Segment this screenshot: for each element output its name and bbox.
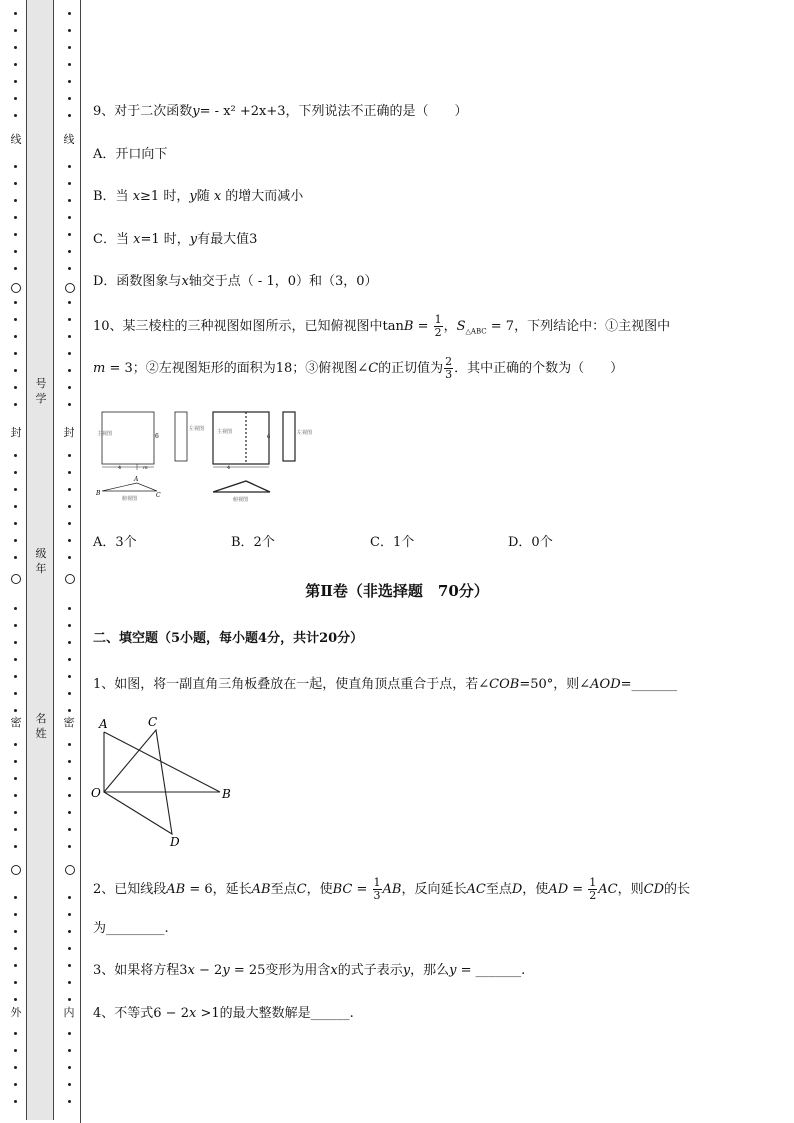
fill4-t1: 4、不等式6 − 2 <box>93 1006 189 1021</box>
margin-dot <box>14 29 17 32</box>
q9-b-y: y <box>189 189 197 204</box>
margin-label-xian-inner: 线 <box>63 133 75 146</box>
fill2-ad: AD <box>548 882 569 897</box>
margin-dot <box>14 828 17 831</box>
margin-dot <box>68 63 71 66</box>
fill2-t4: ，使 <box>306 882 333 897</box>
q10-r-top-view-triangle <box>213 481 270 492</box>
fill2-point-d: D <box>511 882 523 897</box>
margin-dot <box>14 624 17 627</box>
margin-dot <box>68 777 71 780</box>
fill3-x: x <box>187 963 195 978</box>
margin-dot <box>68 12 71 15</box>
q9-b-text1: B．当 <box>93 189 133 204</box>
fill3-t1: 3、如果将方程3 <box>93 963 188 978</box>
margin-dot <box>68 403 71 406</box>
margin-dot <box>68 114 71 117</box>
q10-option-a: A．3个 <box>93 535 137 550</box>
fill1-stem <box>93 673 677 692</box>
margin-dot <box>68 488 71 491</box>
margin-dot <box>68 369 71 372</box>
fill3-x2: x <box>330 963 338 978</box>
margin-dot <box>68 182 71 185</box>
margin-dot <box>68 641 71 644</box>
q10-front-view-label: 主视图 <box>97 431 113 437</box>
fill2-cd: CD <box>643 882 665 897</box>
q10-stem-line1: 10、某三棱柱的三种视图如图所示，已知俯视图中tanB = $\frac{1}{2}$ ，$S_{\triangle ABC} = 7$，下列结论中：①主视图中 <box>93 313 671 339</box>
margin-dot <box>68 981 71 984</box>
margin-label-wai-outer: 外 <box>10 1006 22 1019</box>
q10-var-b: B <box>403 319 414 334</box>
fill2-t8: ，则 <box>617 882 644 897</box>
q10-s-label: S <box>456 319 466 334</box>
q10-text4: 的正切值为 <box>378 361 444 376</box>
q10-point-a: A <box>134 476 139 483</box>
margin-circle-icon <box>11 865 21 875</box>
margin-dot <box>68 556 71 559</box>
margin-dot <box>14 913 17 916</box>
margin-dot <box>14 97 17 100</box>
q9-var-y: y <box>192 104 200 119</box>
margin-dot <box>14 794 17 797</box>
margin-dot <box>14 403 17 406</box>
margin-dot <box>14 250 17 253</box>
q10-top-view-triangle <box>102 483 157 491</box>
fill2-ab: AB <box>166 882 186 897</box>
fill1-label-b: B <box>222 787 231 801</box>
q9-c-text1: C．当 <box>93 232 134 247</box>
margin-dot <box>14 556 17 559</box>
q10-r-top-view-label: 俯视图 <box>233 497 249 503</box>
margin-dot <box>68 1083 71 1086</box>
fill1-triangle-aob <box>104 732 220 792</box>
q10-r-side-view-rect <box>283 412 295 461</box>
q10-three-view-figure-left <box>92 405 182 505</box>
q10-r-front-view-label: 主视图 <box>217 429 233 435</box>
q9-stem-tail: ，下列说法不正确的是（ ） <box>285 104 468 119</box>
fill3-stem <box>93 959 525 978</box>
margin-dot <box>68 913 71 916</box>
margin-dot <box>68 828 71 831</box>
q10-var-m: m <box>93 361 106 376</box>
margin-circle-icon <box>65 865 75 875</box>
margin-dot <box>68 743 71 746</box>
q10-option-d: D．0个 <box>508 535 553 550</box>
fill2-t2: = 6，延长 <box>185 882 252 897</box>
q10-front-view-rect <box>102 412 154 464</box>
q9-d-text1: D．函数图象与 <box>93 274 182 289</box>
q9-b-text3: 随 <box>196 189 214 204</box>
margin-dot <box>68 947 71 950</box>
margin-dot <box>14 267 17 270</box>
margin-dot <box>14 760 17 763</box>
q10-r-front-view-rect <box>213 412 269 464</box>
margin-dot <box>68 267 71 270</box>
q10-top-view-label: 俯视图 <box>122 496 138 502</box>
margin-dot <box>68 80 71 83</box>
margin-dot <box>14 505 17 508</box>
margin-field-class: 级年 <box>35 547 47 575</box>
margin-dot <box>14 199 17 202</box>
q10-s-eq: = 7 <box>486 319 515 334</box>
margin-label-xian-outer: 线 <box>10 133 22 146</box>
margin-dot <box>68 46 71 49</box>
fill2-ac2: AC <box>598 882 618 897</box>
fill2-t6: 至点 <box>485 882 512 897</box>
margin-field-student-id: 号学 <box>35 377 47 405</box>
margin-dot <box>14 12 17 15</box>
q10-side-view-label: 左视图 <box>189 426 205 432</box>
q10-var-c: C <box>368 361 379 376</box>
q10-dim-m: m <box>143 465 148 471</box>
q9-c-y: y <box>189 232 198 247</box>
fill3-t3: = 25变形为用含 <box>229 963 331 978</box>
q10-text5: ．其中正确的个数为（ ） <box>454 361 624 376</box>
margin-dot <box>14 930 17 933</box>
q10-point-c: C <box>156 492 161 499</box>
fill3-y3: y <box>449 963 457 978</box>
q10-point-b: B <box>96 490 101 497</box>
margin-dot <box>68 811 71 814</box>
section-fill-in-heading: 二、填空题（5小题，每小题4分，共计20分） <box>93 631 364 646</box>
margin-dot <box>68 675 71 678</box>
q10-s-sub: △ABC <box>465 327 487 336</box>
fill1-angle-cob: COB <box>489 677 520 692</box>
margin-dot <box>14 488 17 491</box>
fill2-eq1: = <box>352 882 372 897</box>
fill1-label-o: O <box>91 786 101 800</box>
margin-dot <box>14 1083 17 1086</box>
margin-dot <box>68 930 71 933</box>
q9-stem <box>93 100 468 119</box>
margin-dot <box>14 964 17 967</box>
margin-dot <box>68 318 71 321</box>
margin-dot <box>14 607 17 610</box>
margin-dot <box>14 709 17 712</box>
q9-option-c <box>93 228 257 247</box>
margin-divider-line <box>80 0 81 1123</box>
fill1-triangle-cod <box>104 730 172 834</box>
margin-dot <box>14 1100 17 1103</box>
margin-dot <box>14 845 17 848</box>
fill1-blank: =_______ <box>620 677 678 692</box>
fill2-t5: ，反向延长 <box>401 882 467 897</box>
fill2-t1: 2、已知线段 <box>93 882 167 897</box>
margin-dot <box>14 233 17 236</box>
fill3-y: y <box>222 963 230 978</box>
margin-dot <box>14 165 17 168</box>
margin-dot <box>14 947 17 950</box>
margin-dot <box>68 1032 71 1035</box>
margin-dot <box>14 216 17 219</box>
fill2-point-c: C <box>296 882 307 897</box>
margin-dot <box>68 505 71 508</box>
margin-dot <box>68 199 71 202</box>
margin-label-feng-outer: 封 <box>10 426 22 439</box>
q9-option-a: A．开口向下 <box>93 147 168 162</box>
margin-label-nei-inner: 内 <box>63 1006 75 1019</box>
fill2-line2: 为_________. <box>93 921 169 936</box>
fill2-eq2: = <box>568 882 588 897</box>
q9-b-text2: ≥1 时， <box>140 189 190 204</box>
margin-dot <box>68 216 71 219</box>
fill1-label-d: D <box>170 835 180 849</box>
q10-frac2-den: 3 <box>445 368 453 381</box>
margin-dot <box>14 675 17 678</box>
q10-r-side-view-label: 左视图 <box>297 430 313 436</box>
margin-dot <box>14 658 17 661</box>
margin-dot <box>68 335 71 338</box>
fill4-stem <box>93 1002 354 1021</box>
q9-d-text2: 轴交于点（ - 1，0）和（3，0） <box>188 274 378 289</box>
q10-frac-den: 2 <box>434 326 442 339</box>
fill1-triangles-figure <box>88 712 238 852</box>
q10-side-view-rect <box>175 412 187 461</box>
q9-c-x: x <box>133 232 141 247</box>
fill2-fd2: 2 <box>589 889 597 902</box>
margin-dot <box>68 845 71 848</box>
fill1-text1: 1、如图，将一副直角三角板叠放在一起，使直角顶点重合于点，若∠ <box>93 677 490 692</box>
margin-dot <box>14 369 17 372</box>
q10-option-c: C．1个 <box>370 535 415 550</box>
margin-field-name: 名姓 <box>35 712 47 740</box>
part2-title: 第Ⅱ卷（非选择题 70分） <box>305 582 489 600</box>
fill2-fraction-half <box>588 877 597 902</box>
margin-dot <box>68 233 71 236</box>
margin-dot <box>14 998 17 1001</box>
q10-fraction-half <box>434 314 443 339</box>
margin-dot <box>68 760 71 763</box>
fill2-ab2: AB <box>251 882 271 897</box>
margin-dot <box>68 624 71 627</box>
margin-label-feng-inner: 封 <box>63 426 75 439</box>
margin-dot <box>68 97 71 100</box>
fill1-label-c: C <box>148 715 158 729</box>
margin-dot <box>14 1032 17 1035</box>
margin-dot <box>14 335 17 338</box>
fill2-t9: 的长 <box>664 882 691 897</box>
margin-dot <box>68 1049 71 1052</box>
q10-frac2-num: 2 <box>445 355 453 368</box>
margin-dot <box>68 1066 71 1069</box>
margin-dot <box>68 998 71 1001</box>
margin-dot <box>14 539 17 542</box>
q10-side-view-right <box>280 410 313 465</box>
margin-dot <box>68 522 71 525</box>
margin-dot <box>14 301 17 304</box>
margin-dot <box>14 182 17 185</box>
margin-dot <box>14 811 17 814</box>
q10-side-view-left <box>172 410 205 465</box>
fill3-blank: = _______. <box>456 963 526 978</box>
margin-dot <box>68 1100 71 1103</box>
fill2-fn2: 1 <box>589 876 597 889</box>
margin-dot <box>68 539 71 542</box>
margin-dot <box>14 777 17 780</box>
fill2-stem <box>93 877 690 902</box>
q9-c-text3: 有最大值3 <box>197 232 258 247</box>
fill2-fraction-third <box>373 877 382 902</box>
margin-dot <box>14 318 17 321</box>
margin-dot <box>14 471 17 474</box>
fill2-bc: BC <box>332 882 353 897</box>
fill2-fd: 3 <box>373 889 381 902</box>
q10-r-dim-4: 4 <box>227 465 231 471</box>
fill2-t3: 至点 <box>270 882 297 897</box>
fill2-t7: ，使 <box>522 882 549 897</box>
q9-option-b <box>93 185 303 204</box>
fill3-t5: ，那么 <box>410 963 450 978</box>
margin-dot <box>14 896 17 899</box>
margin-dot <box>14 114 17 117</box>
q10-eq: = <box>413 319 433 334</box>
margin-dot <box>14 522 17 525</box>
margin-dot <box>68 658 71 661</box>
margin-dot <box>14 386 17 389</box>
q9-d-x: x <box>181 274 189 289</box>
q9-c-text2: =1 时， <box>140 232 190 247</box>
margin-dot <box>14 454 17 457</box>
margin-dot <box>14 743 17 746</box>
margin-dot <box>68 794 71 797</box>
margin-dot <box>14 1049 17 1052</box>
fill4-t2: >1的最大整数解是______. <box>196 1006 354 1021</box>
q10-fraction-two-thirds <box>444 356 453 381</box>
margin-dot <box>68 165 71 168</box>
q10-text3: = 3；②左视图矩形的面积为18；③俯视图∠ <box>105 361 369 376</box>
q10-text2: ，下列结论中：①主视图中 <box>514 319 671 334</box>
q9-stem-text: 9、对于二次函数 <box>93 104 193 119</box>
q10-stem-line2 <box>93 356 623 381</box>
fill1-label-a: A <box>99 717 108 731</box>
q10-option-b: B．2个 <box>231 535 275 550</box>
margin-dot <box>14 692 17 695</box>
margin-dot <box>68 352 71 355</box>
margin-label-mi-outer: 密 <box>10 716 22 729</box>
margin-dot <box>14 63 17 66</box>
margin-dot <box>68 964 71 967</box>
fill2-ac: AC <box>466 882 486 897</box>
margin-dot <box>68 471 71 474</box>
margin-circle-icon <box>65 283 75 293</box>
margin-circle-icon <box>11 283 21 293</box>
margin-dot <box>68 607 71 610</box>
fill3-t4: 的式子表示 <box>337 963 403 978</box>
q10-dim-6: 6 <box>155 433 159 440</box>
fill1-angle-aod: AOD <box>590 677 621 692</box>
q9-b-x2: x <box>213 189 222 204</box>
q9-b-x: x <box>132 189 141 204</box>
margin-dot <box>68 301 71 304</box>
margin-dot <box>68 386 71 389</box>
margin-dot <box>14 80 17 83</box>
margin-label-mi-inner: 密 <box>63 716 75 729</box>
margin-dot <box>68 896 71 899</box>
fill1-text2: =50°，则∠ <box>519 677 591 692</box>
fill4-x: x <box>188 1006 197 1021</box>
margin-dot <box>68 454 71 457</box>
q9-b-text4: 的增大而减小 <box>221 189 304 204</box>
margin-dot <box>14 352 17 355</box>
margin-dot <box>68 709 71 712</box>
q9-option-d <box>93 270 378 289</box>
margin-dot <box>14 46 17 49</box>
margin-dot <box>68 250 71 253</box>
margin-dot <box>68 692 71 695</box>
margin-dot <box>14 981 17 984</box>
margin-dot <box>14 641 17 644</box>
fill2-fn: 1 <box>373 876 381 889</box>
q10-dim-4: 4 <box>118 465 122 471</box>
q10-text1: 10、某三棱柱的三种视图如图所示，已知俯视图中tan <box>93 319 404 334</box>
margin-dot <box>14 1066 17 1069</box>
q10-frac-num: 1 <box>434 313 442 326</box>
fill2-ab3: AB <box>382 882 402 897</box>
margin-dot <box>68 29 71 32</box>
q9-equation: = - x² +2x+3 <box>199 104 286 119</box>
fill3-y2: y <box>402 963 411 978</box>
q10-r-dim-6: 6 <box>267 434 271 440</box>
fill3-t2: − 2 <box>194 963 223 978</box>
